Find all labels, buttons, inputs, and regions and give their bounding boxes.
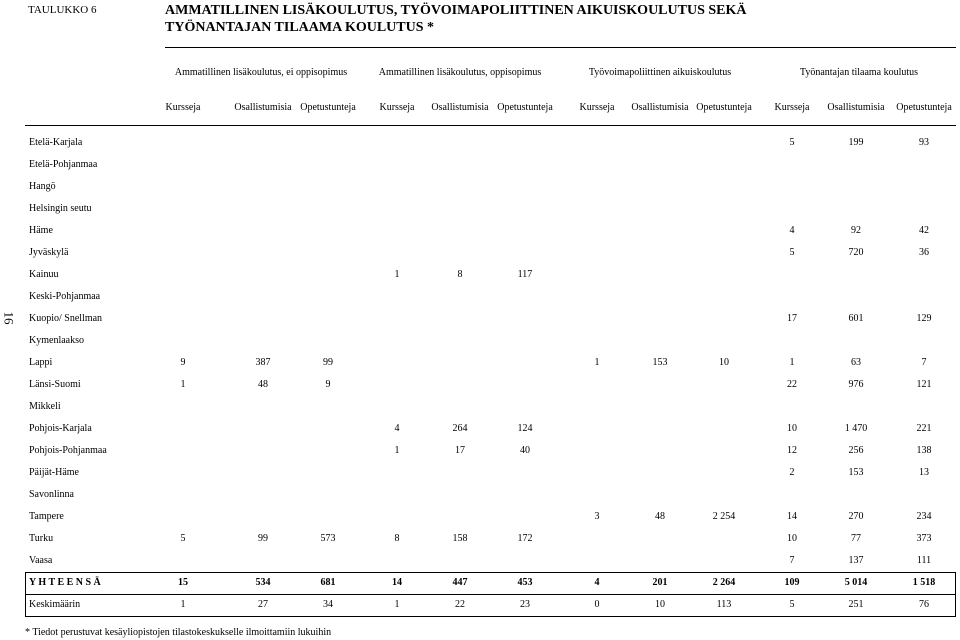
table-cell: 7	[921, 357, 927, 368]
table-bottom-rule	[25, 616, 956, 617]
table-cell: 720	[848, 247, 864, 258]
table-cell: 17	[787, 313, 797, 324]
table-cell: 111	[916, 555, 932, 566]
table-cell: 40	[520, 445, 530, 456]
table-cell: 153	[848, 467, 864, 478]
table-cell: 534	[255, 577, 271, 588]
table-cell: 117	[517, 269, 533, 280]
table-cell: 1 470	[844, 423, 868, 434]
table-cell: 5	[789, 599, 795, 610]
row-label: Mikkeli	[29, 401, 61, 412]
table-cell: 1	[789, 357, 795, 368]
title-line-2: TYÖNANTAJAN TILAAMA KOULUTUS *	[165, 20, 435, 35]
column-header: Opetustunteja	[497, 102, 553, 113]
table-cell: 199	[848, 137, 864, 148]
table-cell: 15	[178, 577, 188, 588]
column-header: Kursseja	[165, 102, 201, 113]
table-cell: 10	[655, 599, 665, 610]
header-top-rule	[165, 47, 956, 48]
table-cell: 158	[452, 533, 468, 544]
table-cell: 264	[452, 423, 468, 434]
table-cell: 447	[452, 577, 468, 588]
table-cell: 124	[517, 423, 533, 434]
row-label: Häme	[29, 225, 53, 236]
table-cell: 573	[320, 533, 336, 544]
table-cell: 256	[848, 445, 864, 456]
table-cell: 373	[916, 533, 932, 544]
table-right-border	[955, 572, 956, 616]
row-label: Lappi	[29, 357, 53, 368]
table-cell: 27	[258, 599, 268, 610]
row-label: Savonlinna	[29, 489, 74, 500]
table-cell: 99	[258, 533, 268, 544]
table-cell: 5	[789, 247, 795, 258]
document-title	[165, 2, 747, 36]
row-label: Tampere	[29, 511, 64, 522]
group-header: Ammatillinen lisäkoulutus, oppisopimus	[378, 67, 542, 78]
row-label: Pohjois-Pohjanmaa	[29, 445, 107, 456]
row-label: Pohjois-Karjala	[29, 423, 92, 434]
table-cell: 153	[652, 357, 668, 368]
table-cell: 9	[180, 357, 186, 368]
table-cell: 36	[919, 247, 929, 258]
table-cell: 601	[848, 313, 864, 324]
group-header: Ammatillinen lisäkoulutus, ei oppisopimus	[174, 67, 348, 78]
footnote: * Tiedot perustuvat kesäyliopistojen tilastokeskukselle ilmoittamiin lukuihin	[25, 627, 332, 638]
table-cell: 63	[851, 357, 861, 368]
table-cell: 12	[787, 445, 797, 456]
table-cell: 10	[787, 533, 797, 544]
row-label: Helsingin seutu	[29, 203, 92, 214]
row-label: Kymenlaakso	[29, 335, 84, 346]
column-header: Kursseja	[579, 102, 615, 113]
table-cell: 1 518	[912, 577, 936, 588]
table-cell: 4	[789, 225, 795, 236]
column-header: Opetustunteja	[896, 102, 952, 113]
table-cell: 138	[916, 445, 932, 456]
row-label: Länsi-Suomi	[29, 379, 81, 390]
table-cell: 221	[916, 423, 932, 434]
table-cell: 1	[180, 379, 186, 390]
table-cell: 3	[594, 511, 600, 522]
column-header: Osallistumisia	[631, 102, 689, 113]
group-header: Työvoimapoliittinen aikuiskoulutus	[588, 67, 732, 78]
table-cell: 109	[784, 577, 800, 588]
table-cell: 5	[180, 533, 186, 544]
table-cell: 23	[520, 599, 530, 610]
table-cell: 234	[916, 511, 932, 522]
row-label: Vaasa	[29, 555, 53, 566]
table-cell: 1	[394, 599, 400, 610]
row-label: Jyväskylä	[29, 247, 69, 258]
table-cell: 10	[787, 423, 797, 434]
page-number: 16	[1, 311, 17, 325]
table-cell: 172	[517, 533, 533, 544]
row-label: Y H T E E N S Ä	[29, 577, 101, 588]
table-cell: 2	[789, 467, 795, 478]
table-cell: 1	[394, 445, 400, 456]
table-cell: 976	[848, 379, 864, 390]
table-cell: 5	[789, 137, 795, 148]
table-cell: 92	[851, 225, 861, 236]
column-header: Osallistumisia	[234, 102, 292, 113]
row-label: Keski-Pohjanmaa	[29, 291, 101, 302]
table-cell: 0	[594, 599, 600, 610]
row-label: Etelä-Karjala	[29, 137, 83, 148]
title-line-1: AMMATILLINEN LISÄKOULUTUS, TYÖVOIMAPOLIITTINEN AIKUISKOULUTUS SEKÄ	[165, 3, 747, 18]
column-header: Kursseja	[379, 102, 415, 113]
table-cell: 251	[848, 599, 864, 610]
row-rule	[25, 594, 956, 595]
table-cell: 22	[455, 599, 465, 610]
table-cell: 387	[255, 357, 271, 368]
table-cell: 77	[851, 533, 861, 544]
column-header: Opetustunteja	[696, 102, 752, 113]
table-cell: 681	[320, 577, 336, 588]
table-cell: 2 254	[712, 511, 736, 522]
table-cell: 22	[787, 379, 797, 390]
table-cell: 42	[919, 225, 929, 236]
row-label: Turku	[29, 533, 54, 544]
table-cell: 14	[392, 577, 402, 588]
table-cell: 99	[323, 357, 333, 368]
row-label: Päijät-Häme	[29, 467, 79, 478]
table-cell: 10	[719, 357, 729, 368]
table-cell: 9	[325, 379, 331, 390]
table-cell: 4	[394, 423, 400, 434]
table-cell: 1	[394, 269, 400, 280]
table-cell: 129	[916, 313, 932, 324]
table-tag: TAULUKKO 6	[28, 4, 97, 16]
table-cell: 14	[787, 511, 797, 522]
table-cell: 1	[594, 357, 600, 368]
row-label: Kainuu	[29, 269, 59, 280]
table-cell: 113	[716, 599, 732, 610]
table-cell: 453	[517, 577, 533, 588]
table-cell: 76	[919, 599, 929, 610]
table-cell: 121	[916, 379, 932, 390]
group-header: Työnantajan tilaama koulutus	[799, 67, 919, 78]
table-cell: 93	[919, 137, 929, 148]
table-cell: 201	[652, 577, 668, 588]
table-cell: 7	[789, 555, 795, 566]
table-cell: 34	[323, 599, 333, 610]
row-rule	[25, 572, 956, 573]
table-cell: 4	[594, 577, 600, 588]
row-label: Keskimäärin	[29, 599, 81, 610]
row-label: Kuopio/ Snellman	[29, 313, 103, 324]
header-rule	[25, 125, 956, 126]
table-cell: 17	[455, 445, 465, 456]
table-cell: 48	[258, 379, 268, 390]
table-cell: 270	[848, 511, 864, 522]
column-header: Kursseja	[774, 102, 810, 113]
table-cell: 13	[919, 467, 929, 478]
column-header: Osallistumisia	[431, 102, 489, 113]
table-cell: 137	[848, 555, 864, 566]
table-cell: 48	[655, 511, 665, 522]
table-cell: 1	[180, 599, 186, 610]
column-header: Opetustunteja	[300, 102, 356, 113]
column-header: Osallistumisia	[827, 102, 885, 113]
table-left-border	[25, 572, 26, 616]
table-cell: 5 014	[844, 577, 868, 588]
table-cell: 8	[394, 533, 400, 544]
row-label: Etelä-Pohjanmaa	[29, 159, 98, 170]
table-cell: 2 264	[712, 577, 736, 588]
table-cell: 8	[457, 269, 463, 280]
row-label: Hangö	[29, 181, 56, 192]
